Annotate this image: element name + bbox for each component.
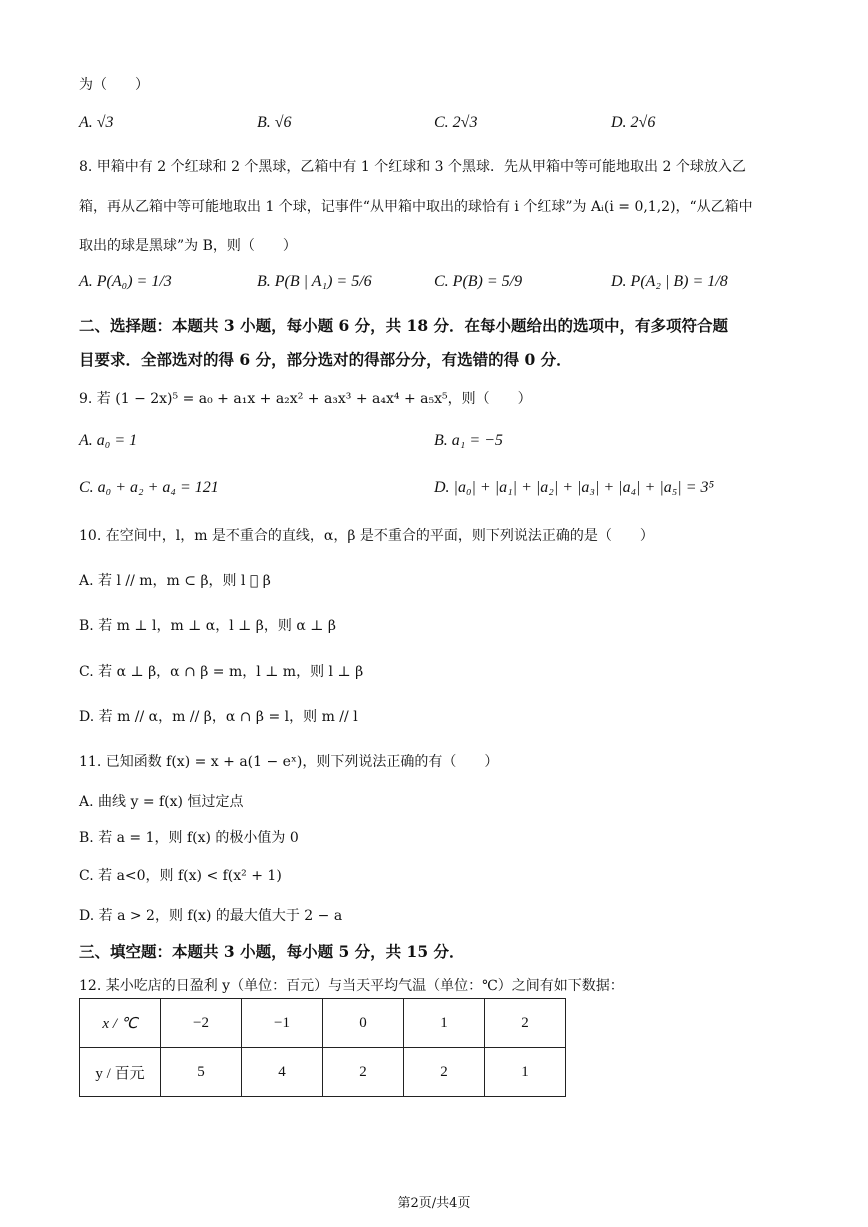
table-cell: 1: [404, 999, 485, 1048]
table-cell: 4: [242, 1048, 323, 1097]
table-cell: 2: [323, 1048, 404, 1097]
section-2-heading-line2: 目要求．全部选对的得 6 分，部分选对的得部分分，有选错的得 0 分．: [79, 350, 572, 369]
q11-stem: 11. 已知函数 f(x) = x + a(1 − eˣ)，则下列说法正确的有（ ）: [79, 754, 499, 770]
table-cell: 1: [485, 1048, 566, 1097]
q8-option-d: D. P(A₂ | B) = 1/8: [611, 273, 728, 290]
q9-option-b: B. a₁ = −5: [434, 432, 503, 449]
q10-option-a: A. 若 l // m，m ⊂ β，则 l ⃞ β: [79, 573, 271, 589]
q8-stem-line2: 箱，再从乙箱中等可能地取出 1 个球，记事件“从甲箱中取出的球恰有 i 个红球”为 Aᵢ(i = 0,1,2)，“从乙箱中: [79, 199, 753, 215]
q10-option-b: B. 若 m ⊥ l，m ⊥ α，l ⊥ β，则 α ⊥ β: [79, 618, 336, 634]
q8-stem-line1: 8. 甲箱中有 2 个红球和 2 个黑球，乙箱中有 1 个红球和 3 个黑球．先从甲箱中等可能地取出 2 个球放入乙: [79, 159, 746, 175]
q10-option-c: C. 若 α ⊥ β，α ∩ β = m，l ⊥ m，则 l ⊥ β: [79, 664, 364, 680]
section-2-heading-line1: 二、选择题：本题共 3 小题，每小题 6 分，共 18 分．在每小题给出的选项中，有多项符合题: [79, 316, 729, 335]
q9-stem: 9. 若 (1 − 2x)⁵ = a₀ + a₁x + a₂x² + a₃x³ + a₄x⁴ + a₅x⁵，则（ ）: [79, 391, 532, 407]
q11-option-b: B. 若 a = 1，则 f(x) 的极小值为 0: [79, 830, 299, 846]
table-row-x: [80, 999, 566, 1048]
q8-option-b: B. P(B | A₁) = 5/6: [257, 273, 372, 290]
q10-stem: 10. 在空间中，l，m 是不重合的直线，α，β 是不重合的平面，则下列说法正确的是（ ）: [79, 528, 654, 544]
q9-option-d: D. |a₀| + |a₁| + |a₂| + |a₃| + |a₄| + |a₅| = 3⁵: [434, 479, 715, 496]
q8-option-c: C. P(B) = 5/9: [434, 273, 523, 290]
table-cell: −1: [242, 999, 323, 1048]
q9-option-a: A. a₀ = 1: [79, 432, 138, 449]
table-cell: −2: [161, 999, 242, 1048]
q11-option-a: A. 曲线 y = f(x) 恒过定点: [79, 794, 244, 810]
q8-stem-line3: 取出的球是黑球”为 B，则（ ）: [79, 238, 297, 254]
table-header-x: x / ℃: [80, 999, 161, 1048]
q10-option-d: D. 若 m // α，m // β，α ∩ β = l，则 m // l: [79, 709, 358, 725]
q8-option-a: A. P(A₀) = 1/3: [79, 273, 172, 290]
table-header-y: y / 百元: [80, 1048, 161, 1097]
page-footer: 第2页/共4页: [397, 1196, 471, 1211]
table-cell: 0: [323, 999, 404, 1048]
q7-option-c: C. 2√3: [434, 114, 478, 131]
q9-option-c: C. a₀ + a₂ + a₄ = 121: [79, 479, 219, 496]
q12-data-table: [79, 998, 566, 1097]
q12-stem: 12. 某小吃店的日盈利 y（单位：百元）与当天平均气温（单位：℃）之间有如下数据：: [79, 978, 624, 994]
table-cell: 2: [485, 999, 566, 1048]
q11-option-c: C. 若 a<0，则 f(x) < f(x² + 1): [79, 868, 282, 884]
q7-option-d: D. 2√6: [611, 114, 656, 131]
q11-option-d: D. 若 a > 2，则 f(x) 的最大值大于 2 − a: [79, 908, 343, 924]
section-3-heading: 三、填空题：本题共 3 小题，每小题 5 分，共 15 分．: [79, 942, 465, 961]
question-continuation: 为（ ）: [79, 77, 149, 93]
table-row-y: [80, 1048, 566, 1097]
q7-option-b: B. √6: [257, 114, 292, 131]
q7-option-a: A. √3: [79, 114, 114, 131]
table-cell: 2: [404, 1048, 485, 1097]
table-cell: 5: [161, 1048, 242, 1097]
